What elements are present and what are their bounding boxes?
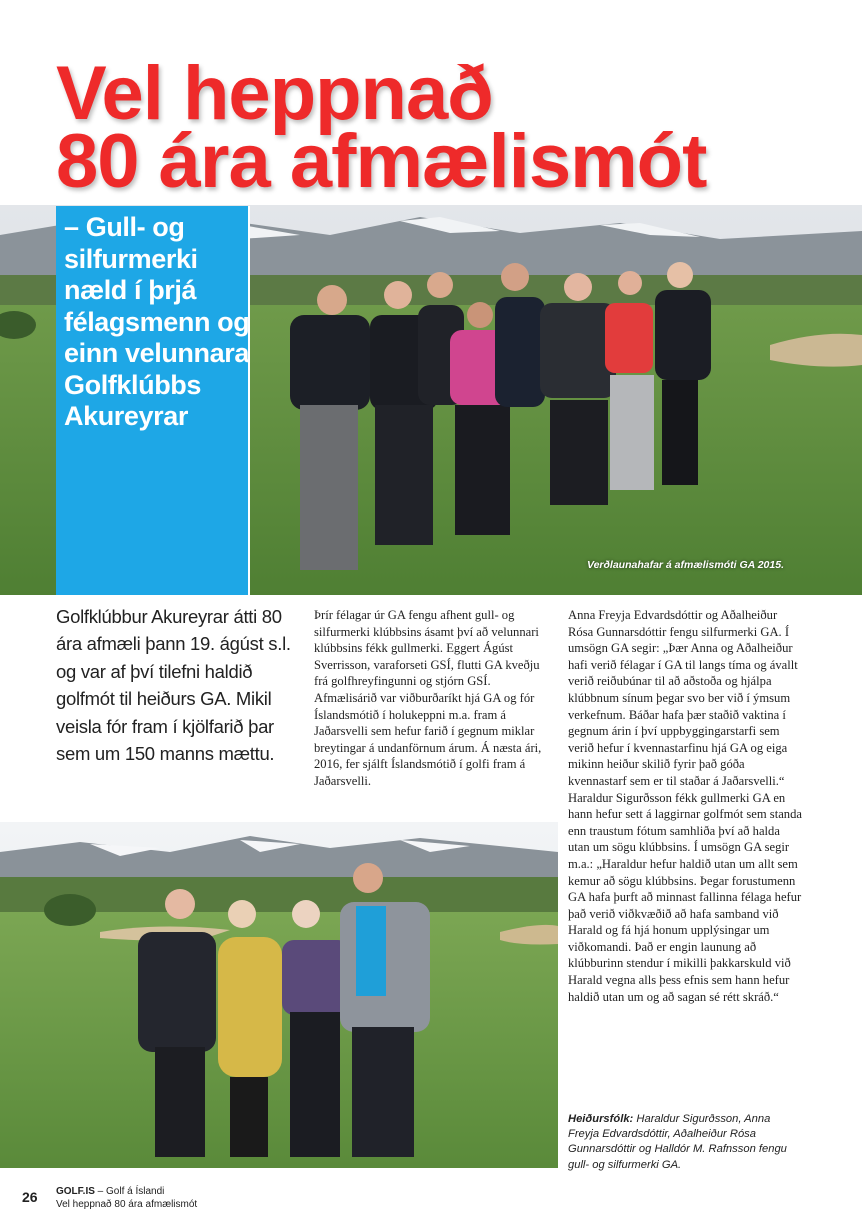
photo-honorees-image	[0, 822, 558, 1168]
photo-honorees	[0, 822, 558, 1168]
caption-text: Haraldur Sigurðsson, Anna Freyja Edvardsdóttir, Aðalheiður Rósa Gunnarsdóttir og Halldór M. Rafnsson fengu gull- og silfurmerki GA.	[568, 1113, 787, 1171]
photo-caption-top: Verðlaunahafar á afmælismóti GA 2015.	[586, 559, 784, 571]
headline-line-2: 80 ára afmælismót	[56, 119, 707, 204]
headline	[56, 51, 846, 204]
article-column-middle	[314, 607, 544, 790]
footer-publication	[56, 1186, 164, 1197]
footer-brand: GOLF.IS	[56, 1186, 95, 1197]
footer-brand-suffix: – Golf á Íslandi	[94, 1186, 165, 1197]
article-paragraph-middle: Þrír félagar úr GA fengu afhent gull- og silfurmerki klúbbsins ásamt því að velunnari klúbbsins fékk gullmerki. Eggert Ágúst Sverrisson, varaforseti GSÍ, flutti GA kveðju frá golfhreyfingunni og stjórn GSÍ. Afmælisárið var viðburðaríkt hjá GA og fór Íslandsmótið í holukeppni m.a. fram á Jaðarsvelli sem hefur farið í gegnum miklar breytingar á undanförnum árum. Á næsta ári, 2016, fer sjálft Íslandsmótið í golfi fram á Jaðarsvelli.	[314, 608, 542, 788]
subtitle-text: – Gull- og silfurmerki næld í þrjá félagsmenn og einn velunnara Golfklúbbs Akureyrar	[64, 212, 250, 431]
headline-line-1: Vel heppnað	[56, 51, 493, 136]
lead-paragraph: Golfklúbbur Akureyrar átti 80 ára afmæli þann 19. ágúst s.l. og var af því tilefni haldið golfmót til heiðurs GA. Mikil veisla fór fram í kjölfarið þar sem um 150 manns mættu.	[56, 606, 291, 765]
article-paragraph-silver: Anna Freyja Edvardsdóttir og Aðalheiður Rósa Gunnarsdóttir fengu silfurmerki GA. Í umsögn GA segir: „Þær Anna og Aðalheiður hafi verið félagar í GA til langs tíma og ávallt verið reiðubúnar til að aðstoða og hjálpa klúbbnum sínum þegar svo ber við í ýmsum verkefnum. Báðar hafa þær staðið vaktina í gegnum árin í því uppbyggingarstarfi sem verið hefur í kvennastarfinu hjá GA og eiga mikinn heiður skilið fyrir það góða kvennastarf sem er til staðar á Jaðarsvelli.“	[568, 608, 798, 788]
page-number: 26	[22, 1189, 38, 1205]
caption-label: Heiðursfólk:	[568, 1113, 634, 1125]
subtitle-box	[56, 206, 250, 595]
footer-section-title: Vel heppnað 80 ára afmælismót	[56, 1199, 198, 1210]
article-paragraph-gold: Haraldur Sigurðsson fékk gullmerki GA en hann hefur sett á laggirnar golfmót sem standa enn traustum fótum samhliða því að halda utan um sögu klúbbsins. Í umsögn GA segir m.a.: „Haraldur hefur haldið utan um allt sem kemur að sögu klúbbsins. Þegar forustumenn GA hafa þurft að minnast fallinna félaga hefur það verið viðkvæðið að hafa samband við Harald og fá hjá honum upplýsingar um viðkomandi. Það er engin launung að klúbburinn stendur í mikilli þakkarskuld við Harald vegna alls þess efnis sem hann hefur haldið utan um og að sagan sé rétt skráð.“	[568, 790, 802, 1004]
photo-caption-bottom	[568, 1112, 804, 1173]
article-column-right	[568, 607, 804, 1005]
